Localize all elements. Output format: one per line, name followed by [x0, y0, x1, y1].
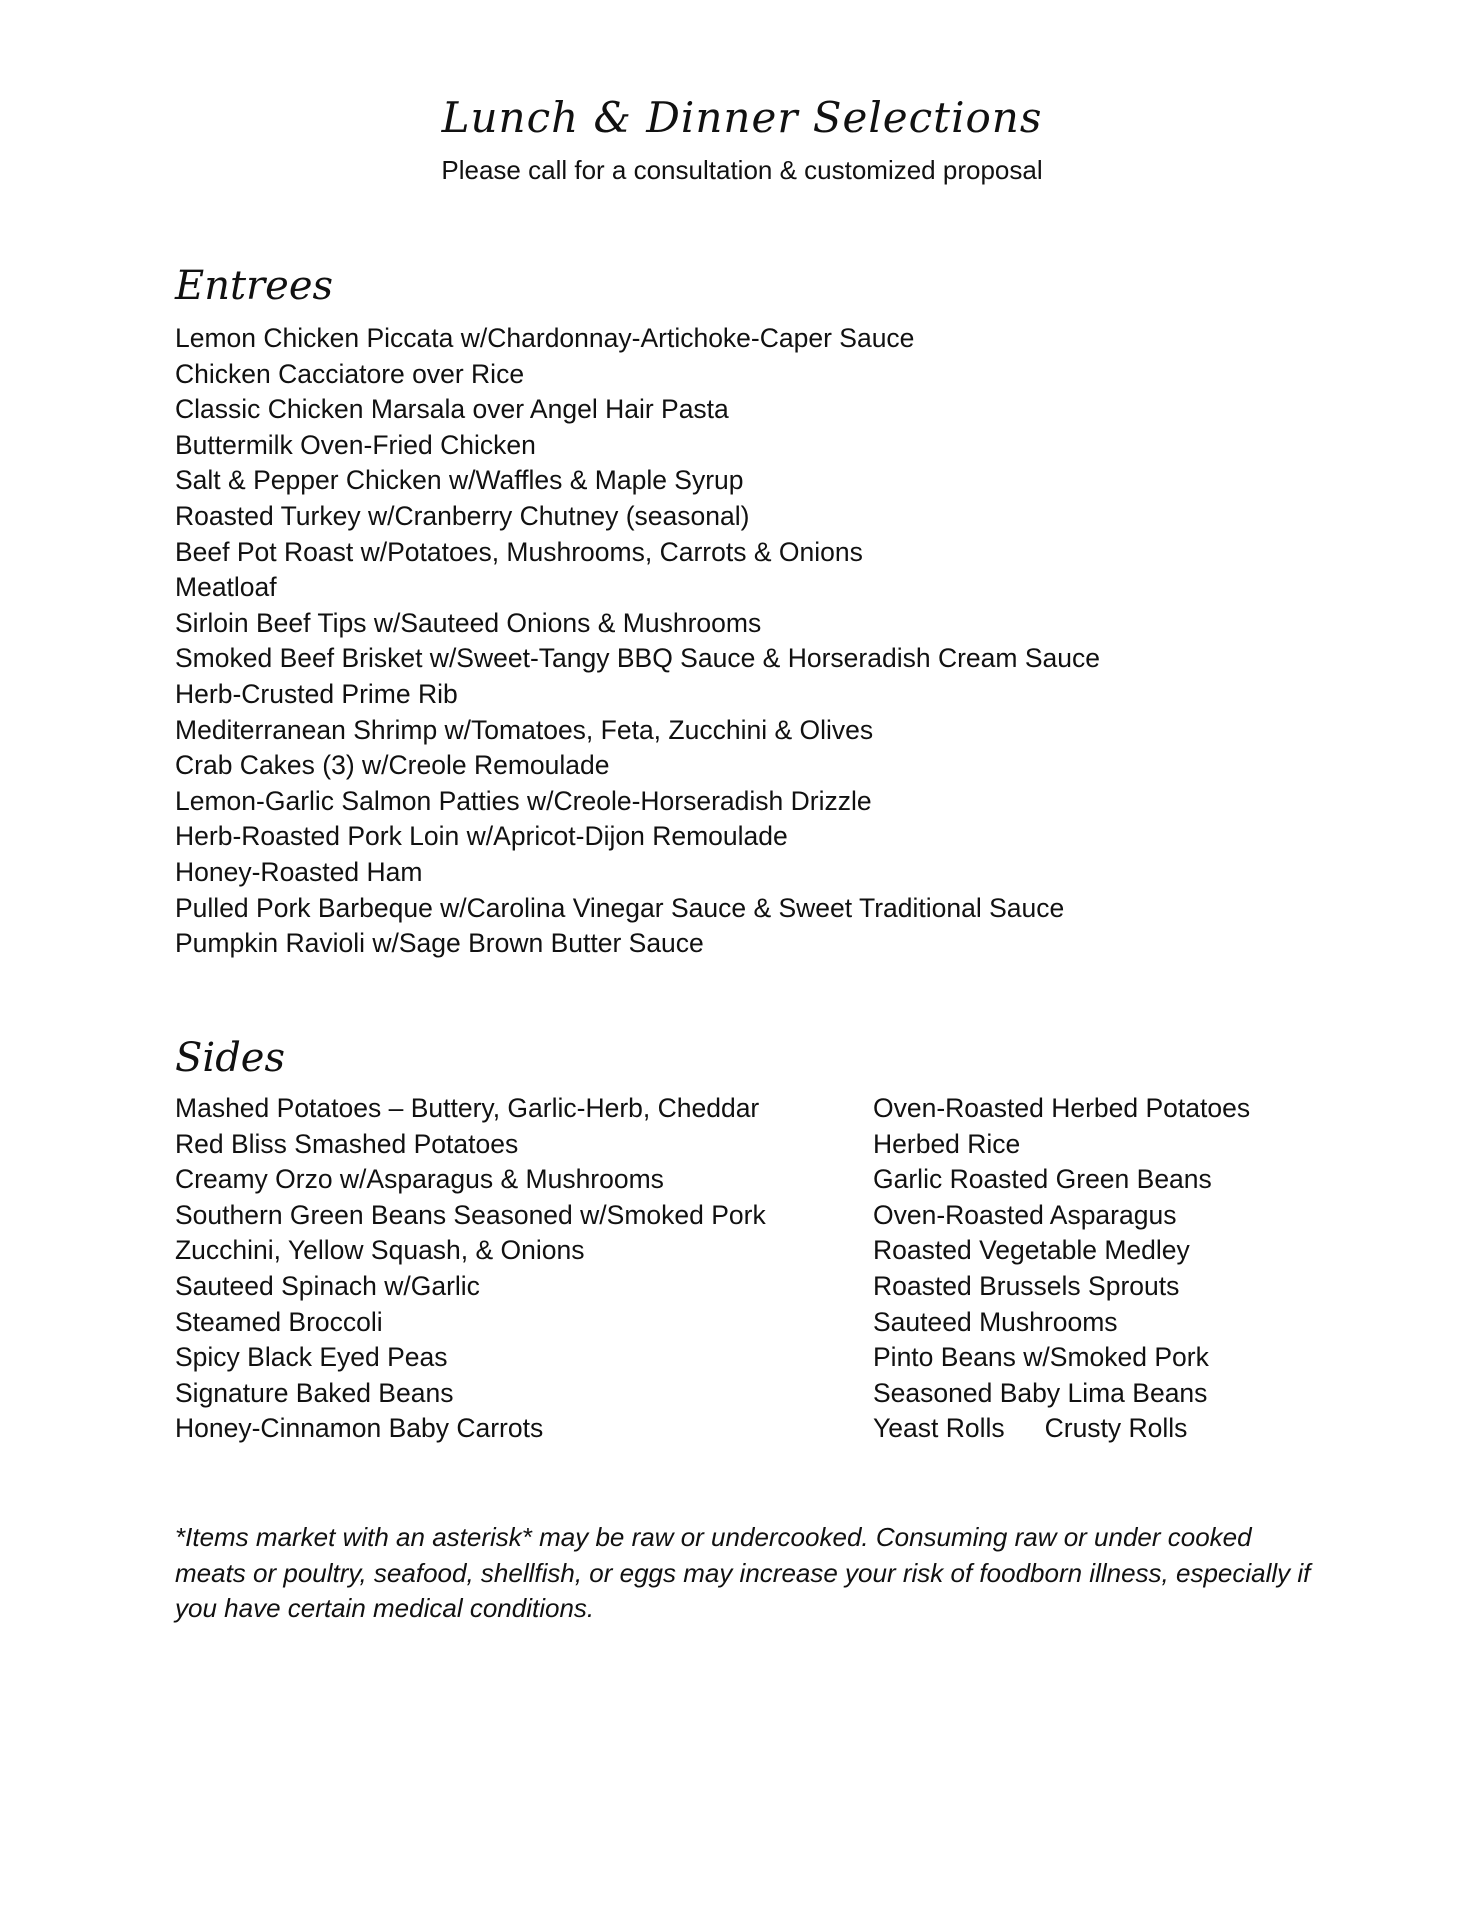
- side-item: Creamy Orzo w/Asparagus & Mushrooms: [175, 1164, 664, 1195]
- sides-heading: Sides: [175, 1035, 285, 1081]
- entree-item: Chicken Cacciatore over Rice: [175, 358, 525, 389]
- side-item: Signature Baked Beans: [175, 1377, 454, 1408]
- side-item: Steamed Broccoli: [175, 1306, 383, 1337]
- entree-item: Classic Chicken Marsala over Angel Hair Pasta: [175, 394, 729, 425]
- sides-right-column: [873, 1091, 1250, 1447]
- side-item: Red Bliss Smashed Potatoes: [175, 1128, 519, 1159]
- entree-item: Roasted Turkey w/Cranberry Chutney (seasonal): [175, 500, 750, 531]
- side-item: Pinto Beans w/Smoked Pork: [873, 1342, 1209, 1373]
- entree-item: Honey-Roasted Ham: [175, 856, 423, 887]
- rolls-line: [873, 1411, 1250, 1447]
- page-title: Lunch & Dinner Selections: [441, 93, 1043, 142]
- entree-item: Pulled Pork Barbeque w/Carolina Vinegar Sauce & Sweet Traditional Sauce: [175, 892, 1065, 923]
- entree-item: Pumpkin Ravioli w/Sage Brown Butter Sauce: [175, 928, 704, 959]
- entrees-heading: Entrees: [175, 263, 334, 309]
- entree-item: Sirloin Beef Tips w/Sauteed Onions & Mushrooms: [175, 607, 762, 638]
- side-item: Spicy Black Eyed Peas: [175, 1342, 448, 1373]
- entree-item: Mediterranean Shrimp w/Tomatoes, Feta, Zucchini & Olives: [175, 714, 874, 745]
- crusty-rolls-item: Crusty Rolls: [1044, 1413, 1188, 1444]
- side-item: Southern Green Beans Seasoned w/Smoked Pork: [175, 1199, 766, 1230]
- entree-item: Meatloaf: [175, 572, 277, 603]
- entree-item: Crab Cakes (3) w/Creole Remoulade: [175, 750, 610, 781]
- entree-item: Buttermilk Oven-Fried Chicken: [175, 429, 536, 460]
- side-item: Oven-Roasted Herbed Potatoes: [873, 1093, 1251, 1123]
- entree-item: Lemon-Garlic Salmon Patties w/Creole-Horseradish Drizzle: [175, 785, 872, 816]
- entrees-list: [175, 321, 1100, 962]
- entree-item: Smoked Beef Brisket w/Sweet-Tangy BBQ Sauce & Horseradish Cream Sauce: [175, 643, 1100, 674]
- entree-item: Lemon Chicken Piccata w/Chardonnay-Artichoke-Caper Sauce: [175, 323, 915, 353]
- side-item: Sauteed Mushrooms: [873, 1306, 1118, 1337]
- side-item: Seasoned Baby Lima Beans: [873, 1377, 1208, 1408]
- entree-item: Salt & Pepper Chicken w/Waffles & Maple Syrup: [175, 465, 744, 496]
- side-item: Sauteed Spinach w/Garlic: [175, 1270, 480, 1301]
- side-item: Herbed Rice: [873, 1128, 1021, 1159]
- yeast-rolls-item: Yeast Rolls: [873, 1413, 1005, 1444]
- side-item: Roasted Vegetable Medley: [873, 1235, 1190, 1266]
- food-safety-disclaimer: *Items market with an asterisk* may be raw or undercooked. Consuming raw or under cooked meats or poultry, seafood, shellfish, or eggs may increase your risk of foodborn illness, especially if you have certain medical conditions.: [175, 1522, 1311, 1624]
- entree-item: Herb-Crusted Prime Rib: [175, 678, 458, 709]
- sides-left-column: [175, 1091, 766, 1447]
- side-item: Mashed Potatoes – Buttery, Garlic-Herb, Cheddar: [175, 1093, 760, 1123]
- entree-item: Beef Pot Roast w/Potatoes, Mushrooms, Carrots & Onions: [175, 536, 863, 567]
- side-item: Garlic Roasted Green Beans: [873, 1164, 1212, 1195]
- side-item: Roasted Brussels Sprouts: [873, 1270, 1180, 1301]
- side-item: Oven-Roasted Asparagus: [873, 1199, 1177, 1230]
- page-subtitle: Please call for a consultation & customized proposal: [441, 155, 1043, 185]
- entree-item: Herb-Roasted Pork Loin w/Apricot-Dijon Remoulade: [175, 821, 788, 852]
- side-item: Zucchini, Yellow Squash, & Onions: [175, 1235, 585, 1266]
- side-item: Honey-Cinnamon Baby Carrots: [175, 1413, 544, 1444]
